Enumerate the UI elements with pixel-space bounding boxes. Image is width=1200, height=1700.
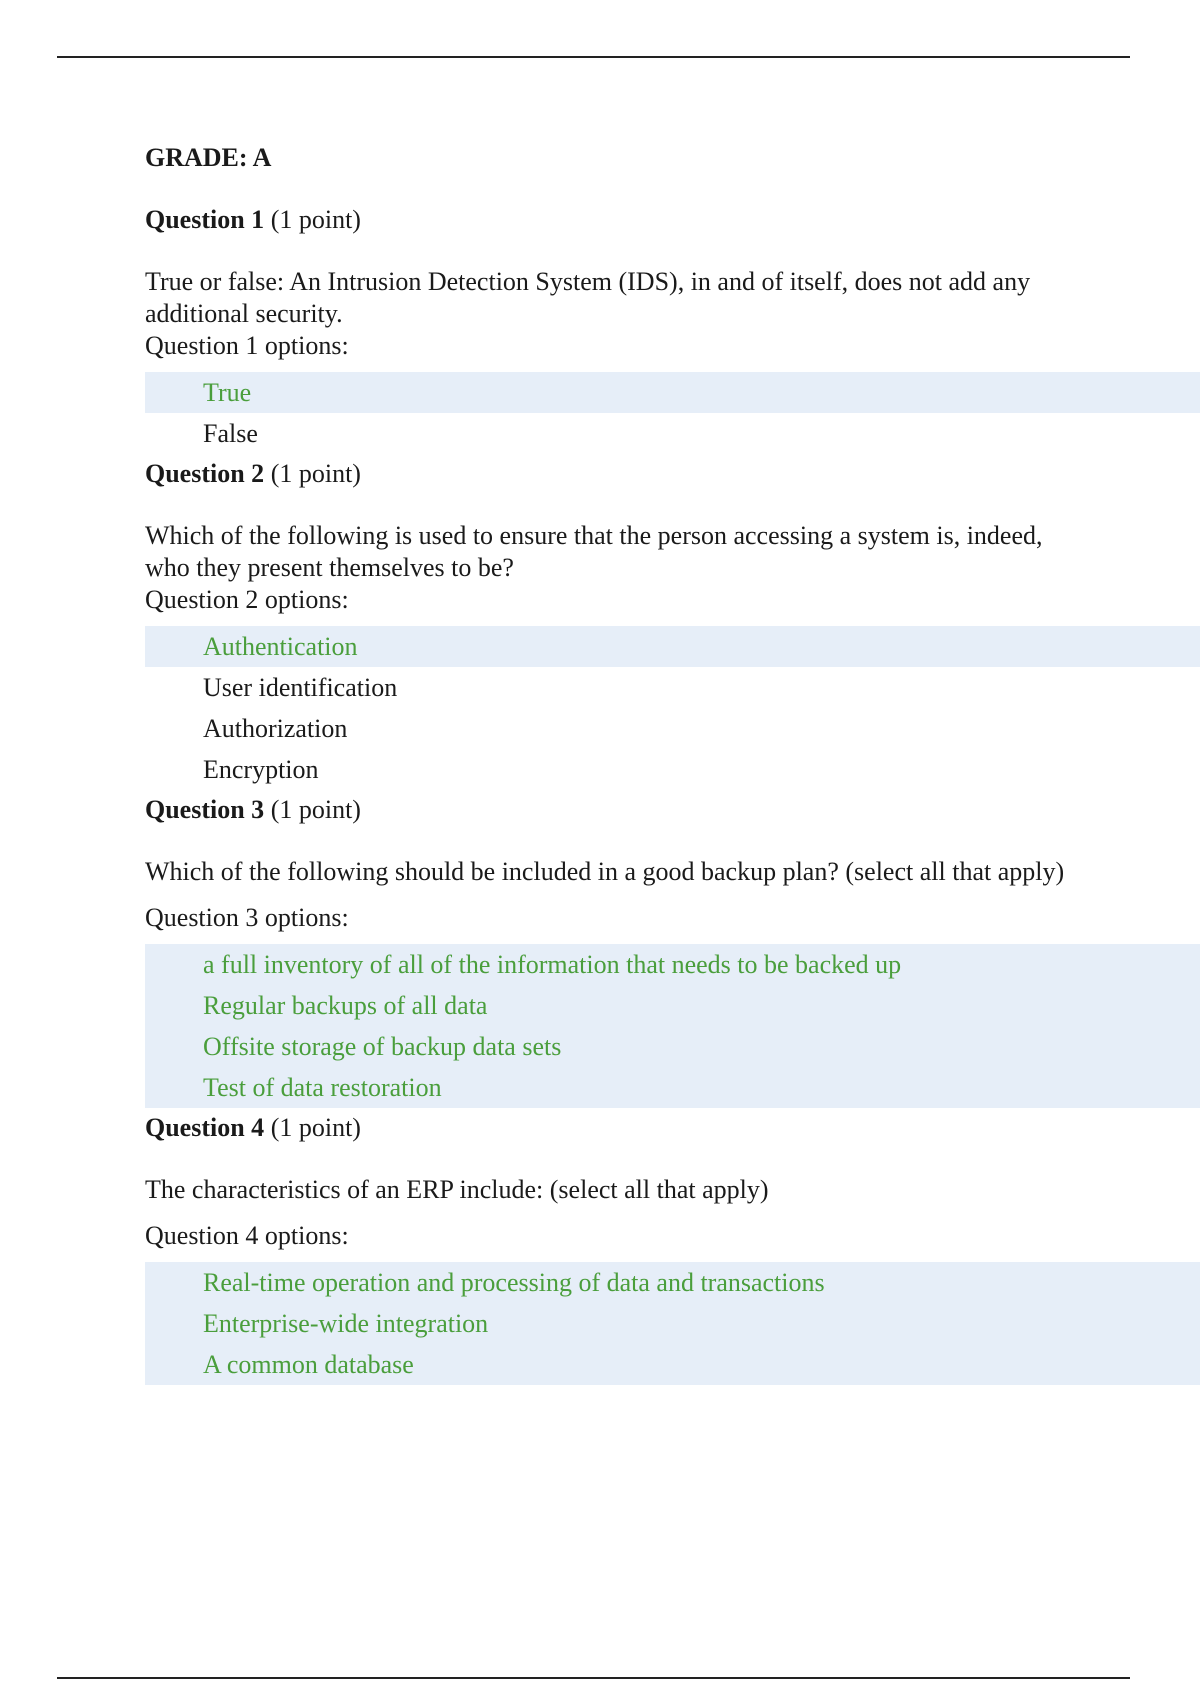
question-header	[145, 458, 1200, 492]
question-text: The characteristics of an ERP include: (select all that apply)	[145, 1175, 769, 1204]
question-header	[145, 204, 1200, 238]
question-block	[145, 204, 1200, 454]
question-header	[145, 794, 1200, 828]
option-item[interactable]: Enterprise-wide integration	[145, 1303, 1200, 1344]
question-title: Question 4	[145, 1113, 265, 1142]
quiz-content	[145, 142, 1200, 1389]
options-label: Question 4 options:	[145, 1221, 349, 1250]
question-title: Question 3	[145, 795, 265, 824]
option-item[interactable]: False	[203, 419, 258, 448]
question-points: (1 point)	[270, 459, 361, 488]
question-text: Which of the following should be included in a good backup plan? (select all that apply)	[145, 857, 1065, 886]
question-points: (1 point)	[270, 795, 361, 824]
question-block	[145, 1112, 1200, 1385]
question-title: Question 2	[145, 459, 265, 488]
option-item[interactable]: a full inventory of all of the information that needs to be backed up	[145, 944, 1200, 985]
option-item[interactable]: True	[145, 372, 1200, 413]
top-rule	[57, 56, 1130, 58]
option-item[interactable]: Authentication	[145, 626, 1200, 667]
option-item[interactable]: Offsite storage of backup data sets	[145, 1026, 1200, 1067]
options-list	[145, 1262, 1200, 1385]
question-header	[145, 1112, 1200, 1146]
option-item[interactable]: Authorization	[203, 714, 348, 743]
grade-heading: GRADE: A	[145, 143, 272, 172]
question-text: Which of the following is used to ensure that the person accessing a system is, indeed, who they present themselves to be?	[145, 521, 1043, 582]
bottom-rule	[57, 1677, 1130, 1679]
question-points: (1 point)	[270, 1113, 361, 1142]
question-block	[145, 458, 1200, 790]
question-title: Question 1	[145, 205, 265, 234]
options-list	[145, 372, 1200, 454]
options-list	[145, 944, 1200, 1108]
question-points: (1 point)	[270, 205, 361, 234]
option-item[interactable]: Test of data restoration	[145, 1067, 1200, 1108]
options-list	[145, 626, 1200, 790]
question-block	[145, 794, 1200, 1108]
options-label: Question 2 options:	[145, 585, 349, 614]
option-item[interactable]: User identification	[203, 673, 398, 702]
options-label: Question 1 options:	[145, 331, 349, 360]
option-item[interactable]: A common database	[145, 1344, 1200, 1385]
option-item[interactable]: Encryption	[203, 755, 319, 784]
question-text: True or false: An Intrusion Detection System (IDS), in and of itself, does not add any additional security.	[145, 267, 1031, 328]
option-item[interactable]: Regular backups of all data	[145, 985, 1200, 1026]
option-item[interactable]: Real-time operation and processing of data and transactions	[145, 1262, 1200, 1303]
options-label: Question 3 options:	[145, 903, 349, 932]
